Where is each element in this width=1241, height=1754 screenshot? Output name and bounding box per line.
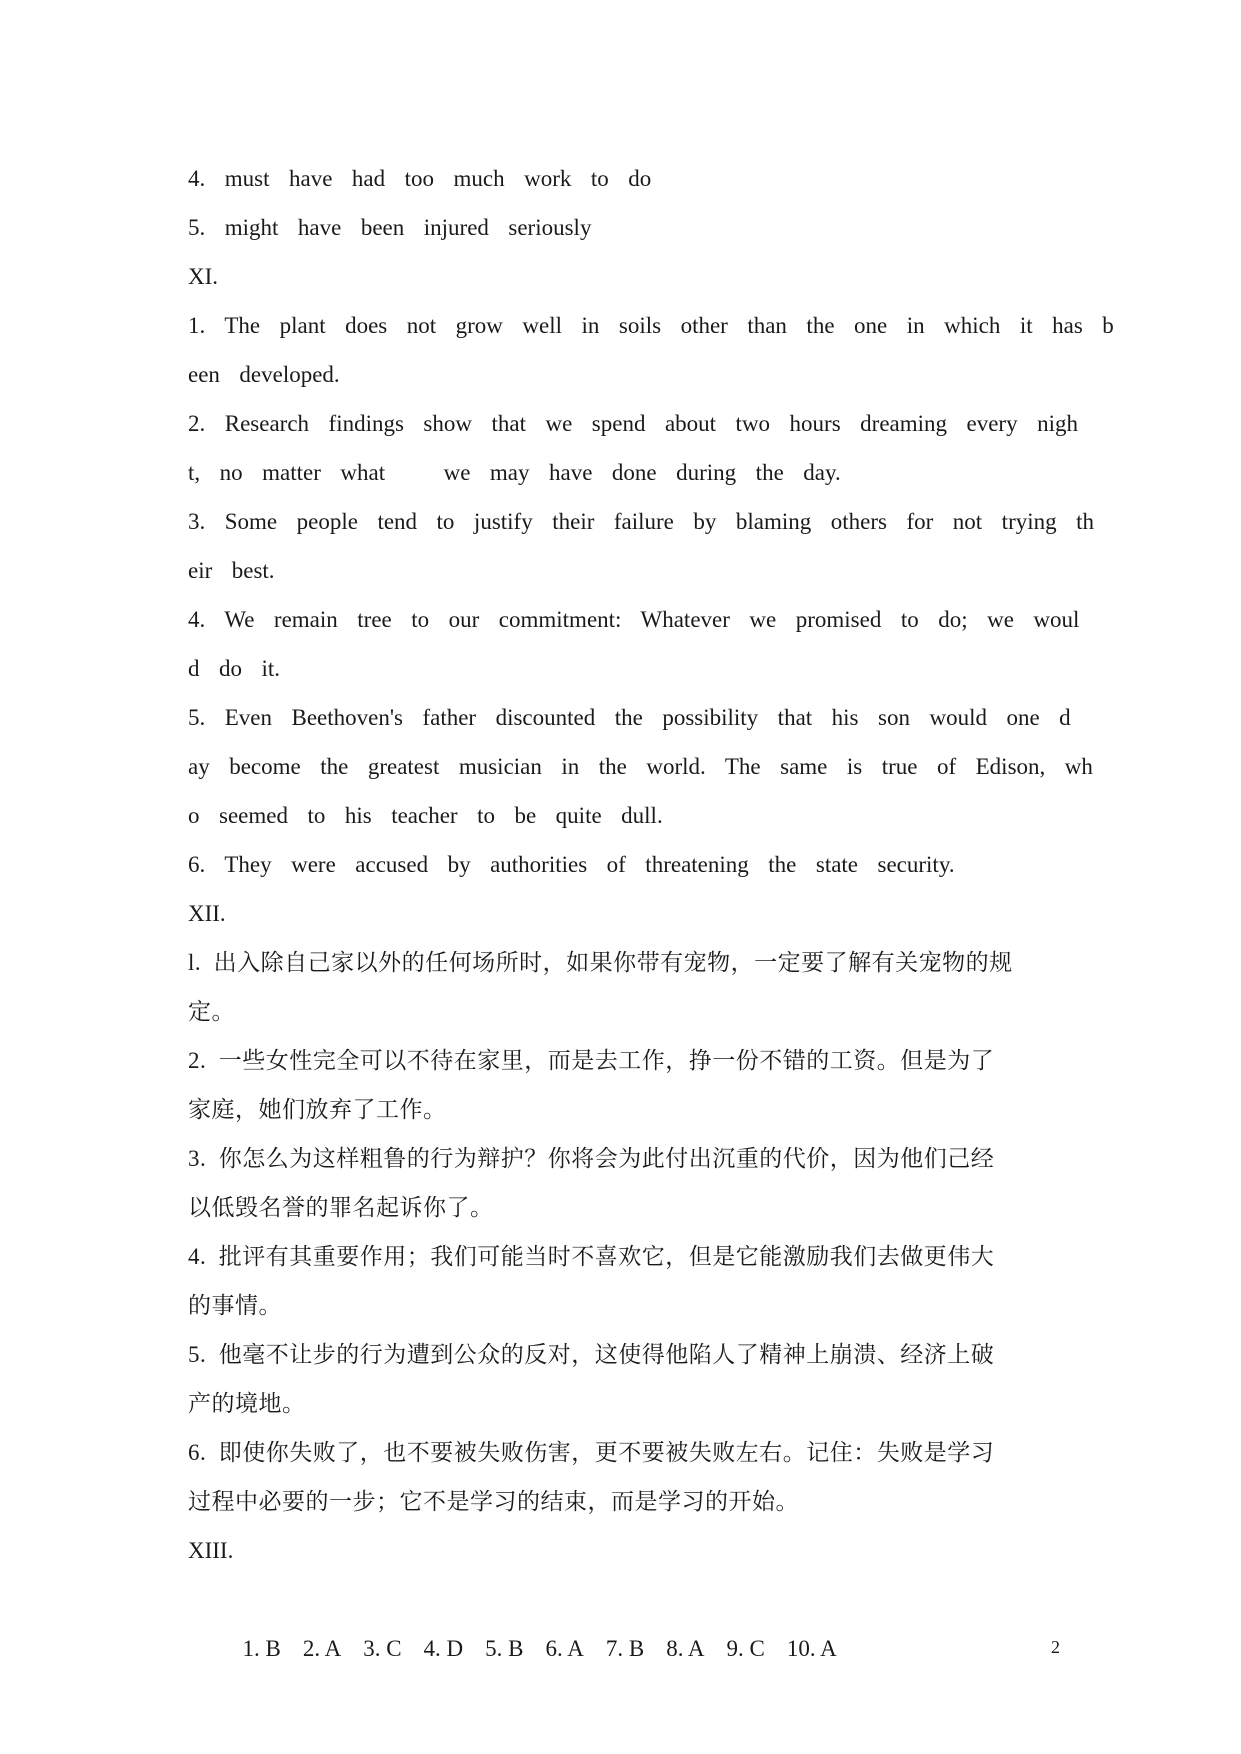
text-line: 4. 批评有其重要作用；我们可能当时不喜欢它，但是它能激励我们去做更伟大 <box>188 1244 995 1269</box>
text-line: 5. Even Beethoven's father discounted the possibility that his son would one d <box>188 705 1071 730</box>
answer-item: 5. B <box>485 1636 524 1661</box>
text-line: 定。 <box>188 999 235 1024</box>
answer-key <box>188 1575 1068 1661</box>
text-line: 3. Some people tend to justify their failure by blaming others for not trying th <box>188 509 1095 534</box>
answer-item: 4. D <box>423 1636 464 1661</box>
text-line: 2. Research findings show that we spend about two hours dreaming every nigh <box>188 411 1078 436</box>
answer-item: 8. A <box>666 1636 705 1661</box>
text-line: o seemed to his teacher to be quite dull. <box>188 803 663 828</box>
section-heading: XI. <box>188 264 219 289</box>
answer-item: 10. A <box>786 1636 837 1661</box>
text-line: 5. might have been injured seriously <box>188 215 592 240</box>
page-number: 2 <box>1051 1637 1060 1657</box>
text-line: 家庭，她们放弃了工作。 <box>188 1097 447 1122</box>
text-line: ay become the greatest musician in the world. The same is true of Edison, wh <box>188 754 1093 779</box>
answer-item: 9. C <box>726 1636 765 1661</box>
text-line: een developed. <box>188 362 340 387</box>
text-line: 5. 他毫不让步的行为遭到公众的反对，这使得他陷人了精神上崩溃、经济上破 <box>188 1342 995 1367</box>
text-line: d do it. <box>188 656 281 681</box>
answer-item: 6. A <box>545 1636 584 1661</box>
page-content <box>188 154 1114 1661</box>
text-line: 6. 即使你失败了，也不要被失败伤害，更不要被失败左右。记住：失败是学习 <box>188 1440 995 1465</box>
text-line: 的事情。 <box>188 1293 282 1318</box>
text-line: 产的境地。 <box>188 1391 306 1416</box>
text-line: 2. 一些女性完全可以不待在家里，而是去工作，挣一份不错的工资。但是为了 <box>188 1048 995 1073</box>
section-heading: XII. <box>188 901 226 926</box>
text-line: l. 出入除自己家以外的任何场所时，如果你带有宠物，一定要了解有关宠物的规 <box>188 950 1013 975</box>
section-heading: XIII. <box>188 1538 234 1563</box>
text-line: 6. They were accused by authorities of threatening the state security. <box>188 852 955 877</box>
answer-item: 3. C <box>363 1636 402 1661</box>
text-line: eir best. <box>188 558 275 583</box>
text-line: 以低毁名誉的罪名起诉你了。 <box>188 1195 494 1220</box>
answer-item: 1. B <box>242 1636 281 1661</box>
answer-item: 7. B <box>605 1636 645 1661</box>
answer-item: 2. A <box>302 1636 342 1661</box>
text-line: 4. We remain tree to our commitment: Whatever we promised to do; we woul <box>188 607 1080 632</box>
text-line: t, no matter what we may have done during the day. <box>188 460 841 485</box>
text-line: 3. 你怎么为这样粗鲁的行为辩护？你将会为此付出沉重的代价，因为他们己经 <box>188 1146 995 1171</box>
text-line: 4. must have had too much work to do <box>188 166 652 191</box>
text-line: 1. The plant does not grow well in soils other than the one in which it has b <box>188 313 1114 338</box>
text-line: 过程中必要的一步；它不是学习的结束，而是学习的开始。 <box>188 1489 799 1514</box>
